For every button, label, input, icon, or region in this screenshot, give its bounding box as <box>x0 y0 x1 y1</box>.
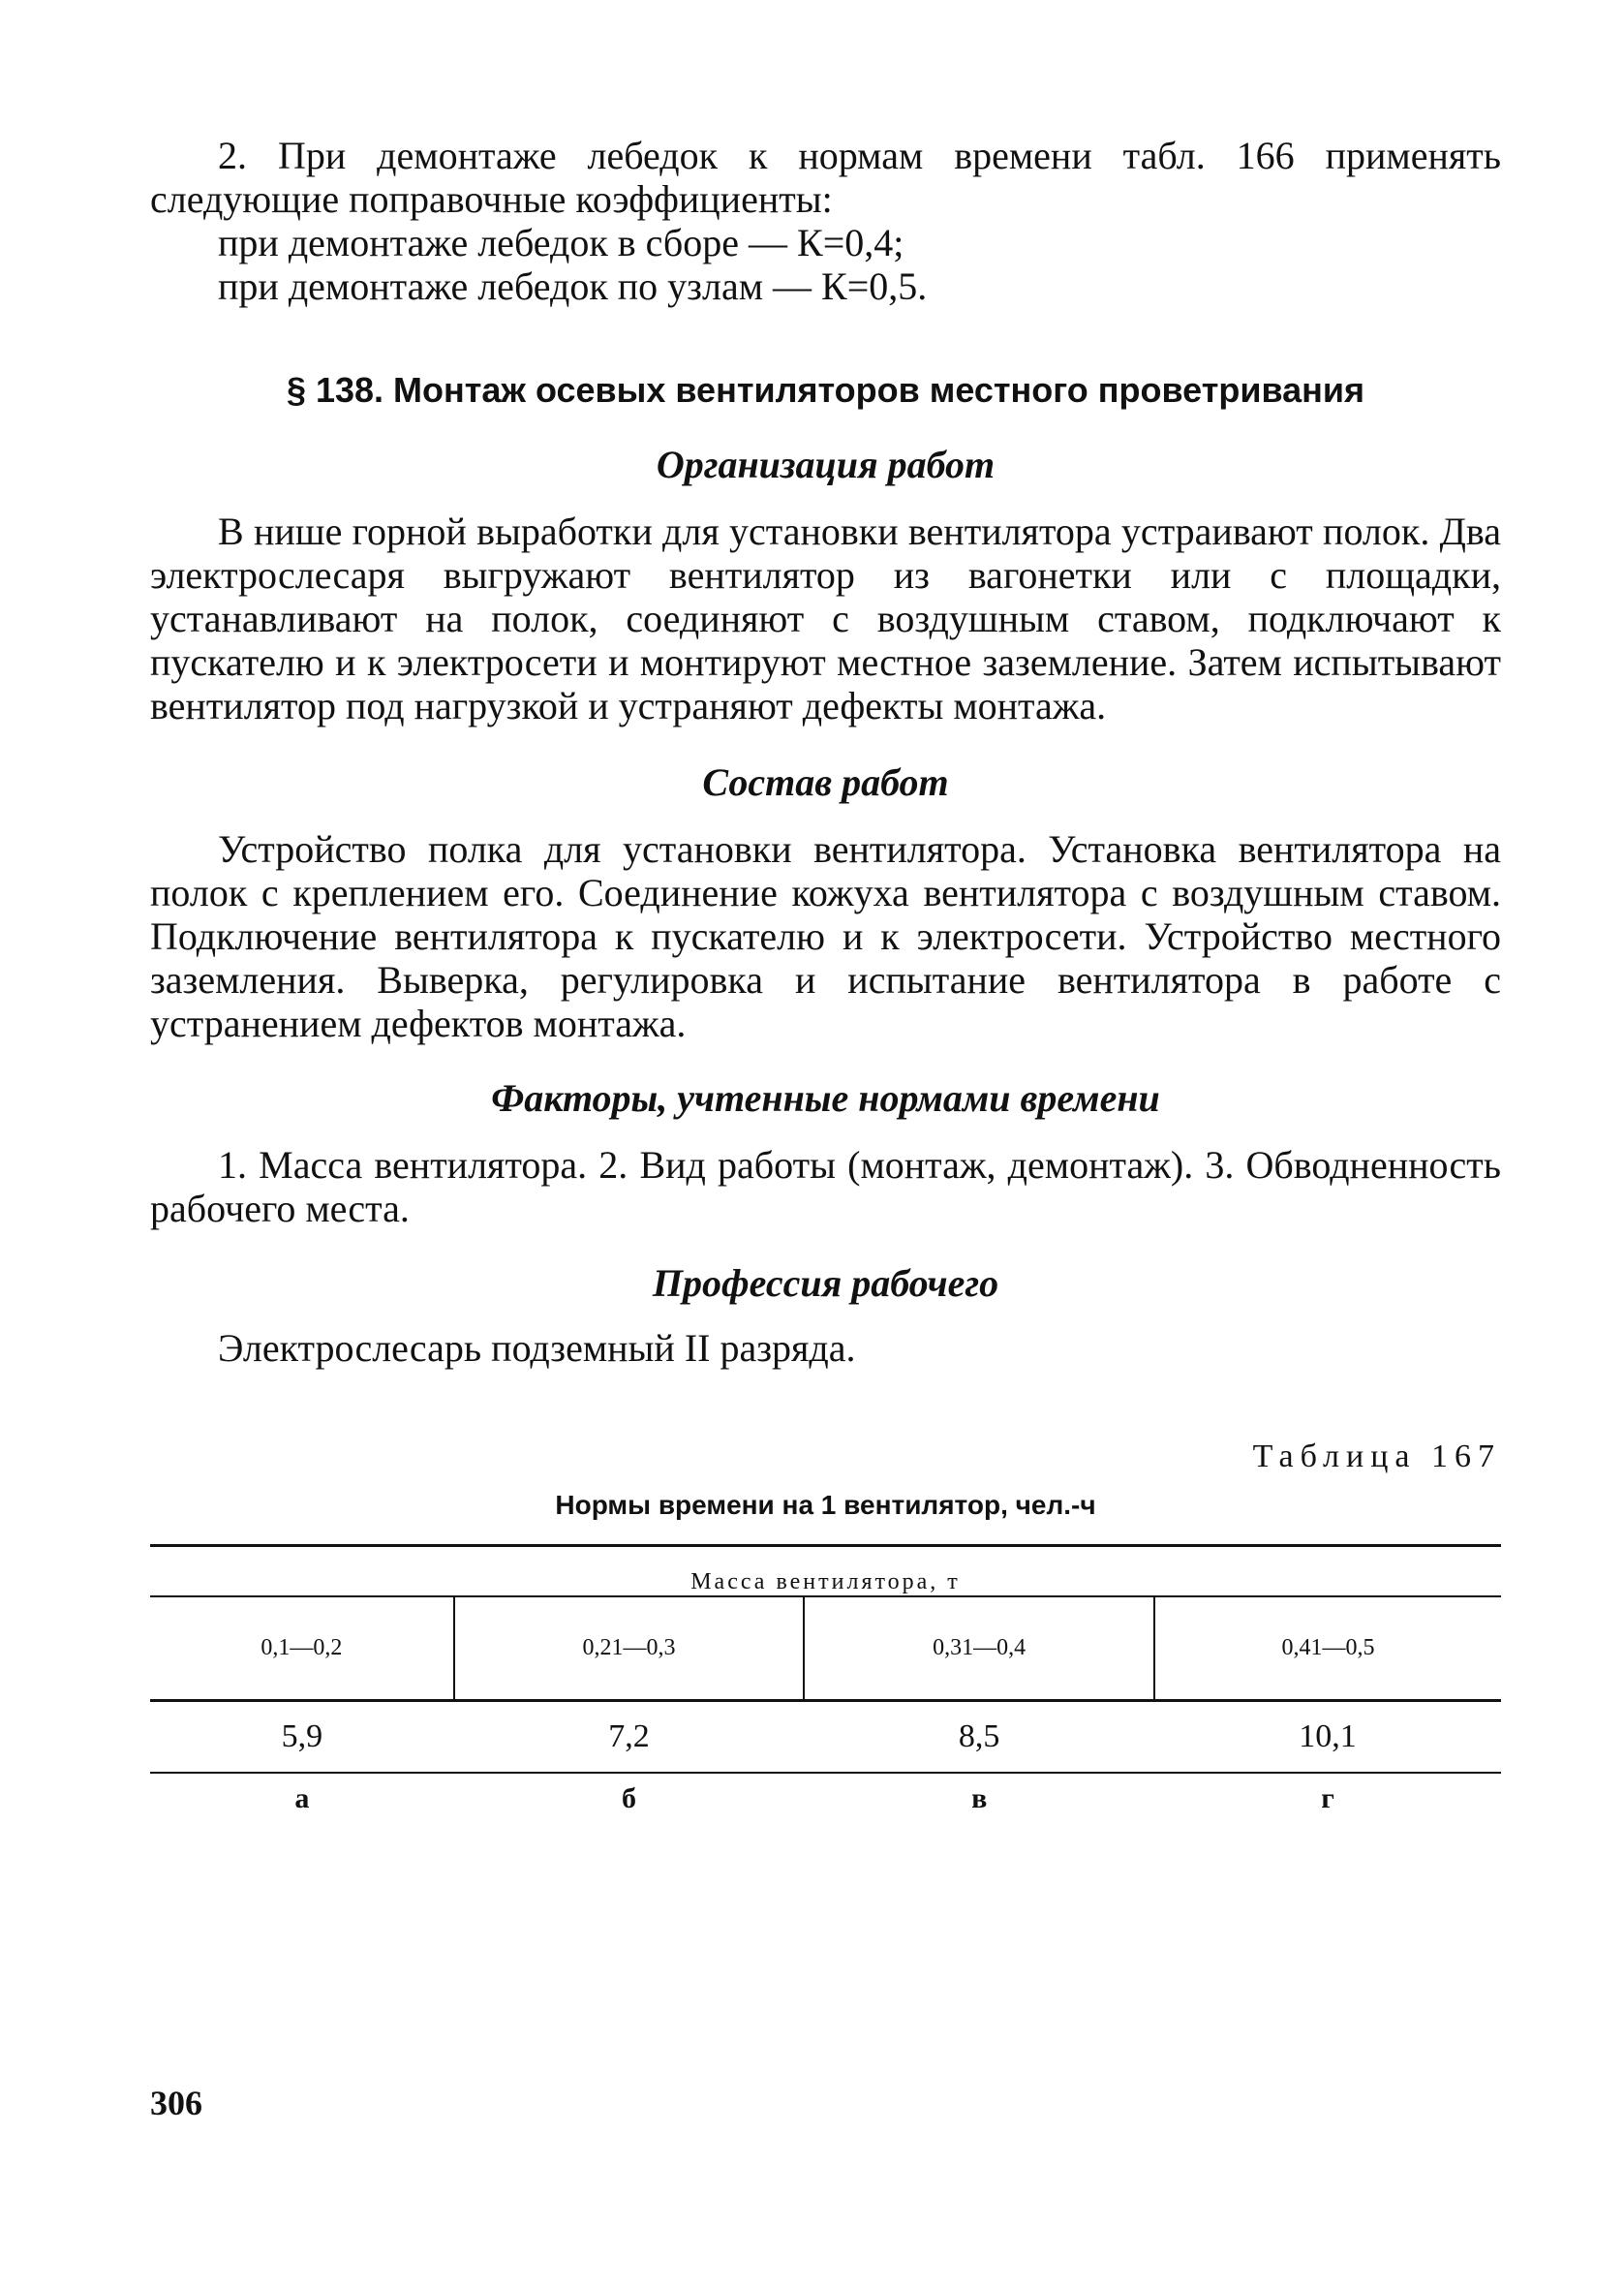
profession-heading: Профессия рабочего <box>652 1261 999 1305</box>
range-cell: 0,21—0,3 <box>454 1596 805 1701</box>
column-letter: б <box>622 1782 637 1814</box>
table-row <box>150 1773 1501 1824</box>
table-title: Нормы времени на 1 вентилятор, чел.-ч <box>555 1490 1096 1520</box>
note-line-units: при демонтаже лебедок по узлам — К=0,5. <box>218 264 928 308</box>
table-label: Таблица 167 <box>1252 1438 1501 1474</box>
page-content <box>150 134 1501 1824</box>
value-cell: 5,9 <box>150 1701 454 1774</box>
organization-heading: Организация работ <box>656 443 996 486</box>
value-cell: 7,2 <box>454 1701 805 1774</box>
composition-text: Устройство полка для установки вентилятора. Установка вентилятора на полок с креплением его. Соединение кожуха вентилятора с воздушным ставом. Подключение вентилятора к пускателю и к электросети. Устройство местного заземления. Выверка, регулировка и испытание вентилятора в работе с устранением дефектов монтажа. <box>150 827 1501 1045</box>
value-cell: 8,5 <box>804 1701 1154 1774</box>
column-letter: г <box>1321 1782 1334 1814</box>
organization-text: В нише горной выработки для установки вентилятора устраивают полок. Два электрослесаря выгружают вентилятор из вагонетки или с площадки, устанавливают на полок, соединяют с воздушным ставом, подключают к пускателю и к электросети и монтируют местное заземление. Затем испытывают вентилятор под нагрузкой и устраняют дефекты монтажа. <box>150 510 1501 727</box>
range-cell: 0,31—0,4 <box>804 1596 1154 1701</box>
factors-text: 1. Масса вентилятора. 2. Вид работы (монтаж, демонтаж). 3. Обводненность рабочего места. <box>150 1143 1501 1230</box>
column-letter: а <box>294 1782 310 1814</box>
note-paragraph: 2. При демонтаже лебедок к нормам времени табл. 166 применять следующие поправочные коэффициенты: <box>150 134 1501 221</box>
factors-heading: Факторы, учтенные нормами времени <box>491 1076 1160 1120</box>
range-cell: 0,1—0,2 <box>150 1596 454 1701</box>
composition-heading: Состав работ <box>702 760 949 804</box>
column-letter: в <box>971 1782 988 1814</box>
value-cell: 10,1 <box>1154 1701 1501 1774</box>
norms-table <box>150 1544 1501 1824</box>
table-row <box>150 1596 1501 1701</box>
table-row <box>150 1701 1501 1774</box>
profession-text: Электрослесарь подземный II разряда. <box>218 1326 856 1370</box>
mass-header: Масса вентилятора, т <box>150 1546 1501 1597</box>
page-number: 306 <box>150 2084 202 2122</box>
table-header-row <box>150 1546 1501 1597</box>
note-line-assembly: при демонтаже лебедок в сборе — К=0,4; <box>218 221 904 264</box>
range-cell: 0,41—0,5 <box>1154 1596 1501 1701</box>
section-title: § 138. Монтаж осевых вентиляторов местного проветривания <box>286 370 1365 410</box>
